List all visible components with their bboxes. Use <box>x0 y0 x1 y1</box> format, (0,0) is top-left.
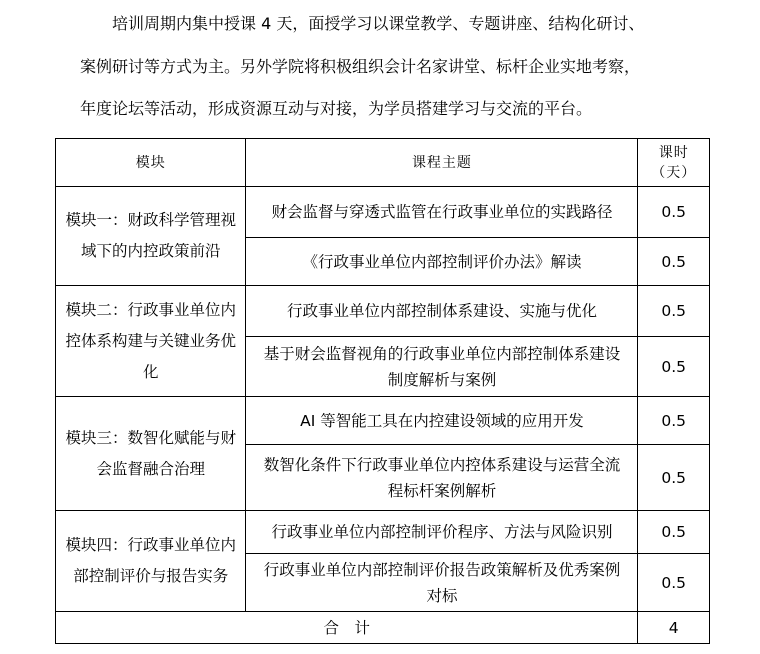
module-cell: 模块三：数智化赋能与财会监督融合治理 <box>56 397 246 511</box>
header-hours-line1: 课时 <box>658 144 689 161</box>
days-cell: 0.5 <box>638 554 710 612</box>
topic-cell: 行政事业单位内部控制体系建设、实施与优化 <box>246 286 638 337</box>
table-row <box>56 511 710 554</box>
topic-cell: AI 等智能工具在内控建设领域的应用开发 <box>246 397 638 445</box>
days-cell: 0.5 <box>638 187 710 238</box>
module-cell: 模块二：行政事业单位内控体系构建与关键业务优化 <box>56 286 246 397</box>
topic-cell: 行政事业单位内部控制评价程序、方法与风险识别 <box>246 511 638 554</box>
days-cell: 0.5 <box>638 286 710 337</box>
topic-cell: 行政事业单位内部控制评价报告政策解析及优秀案例对标 <box>246 554 638 612</box>
topic-cell: 《行政事业单位内部控制评价办法》解读 <box>246 238 638 286</box>
intro-line-3: 年度论坛等活动，形成资源互动与对接，为学员搭建学习与交流的平台。 <box>80 99 593 118</box>
header-topic: 课程主题 <box>246 139 638 187</box>
days-cell: 0.5 <box>638 397 710 445</box>
topic-cell: 财会监督与穿透式监管在行政事业单位的实践路径 <box>246 187 638 238</box>
total-label: 合 计 <box>56 612 638 644</box>
table-header-row <box>56 139 710 187</box>
topic-cell: 基于财会监督视角的行政事业单位内部控制体系建设制度解析与案例 <box>246 337 638 397</box>
header-hours-line2: （天） <box>651 164 697 181</box>
module-cell: 模块四：行政事业单位内部控制评价与报告实务 <box>56 511 246 612</box>
header-module: 模块 <box>56 139 246 187</box>
days-cell: 0.5 <box>638 238 710 286</box>
days-cell: 0.5 <box>638 445 710 511</box>
intro-line-1: 培训周期内集中授课 4 天，面授学习以课堂教学、专题讲座、结构化研讨、 <box>112 14 645 33</box>
days-cell: 0.5 <box>638 511 710 554</box>
days-cell: 0.5 <box>638 337 710 397</box>
intro-line-2: 案例研讨等方式为主。另外学院将积极组织会计名家讲堂、标杆企业实地考察， <box>80 57 641 76</box>
topic-cell: 数智化条件下行政事业单位内控体系建设与运营全流程标杆案例解析 <box>246 445 638 511</box>
table-row <box>56 187 710 238</box>
course-table <box>55 138 710 644</box>
total-value: 4 <box>638 612 710 644</box>
total-row <box>56 612 710 644</box>
header-hours <box>638 139 710 187</box>
table-row <box>56 286 710 337</box>
table-row <box>56 397 710 445</box>
module-cell: 模块一：财政科学管理视域下的内控政策前沿 <box>56 187 246 286</box>
